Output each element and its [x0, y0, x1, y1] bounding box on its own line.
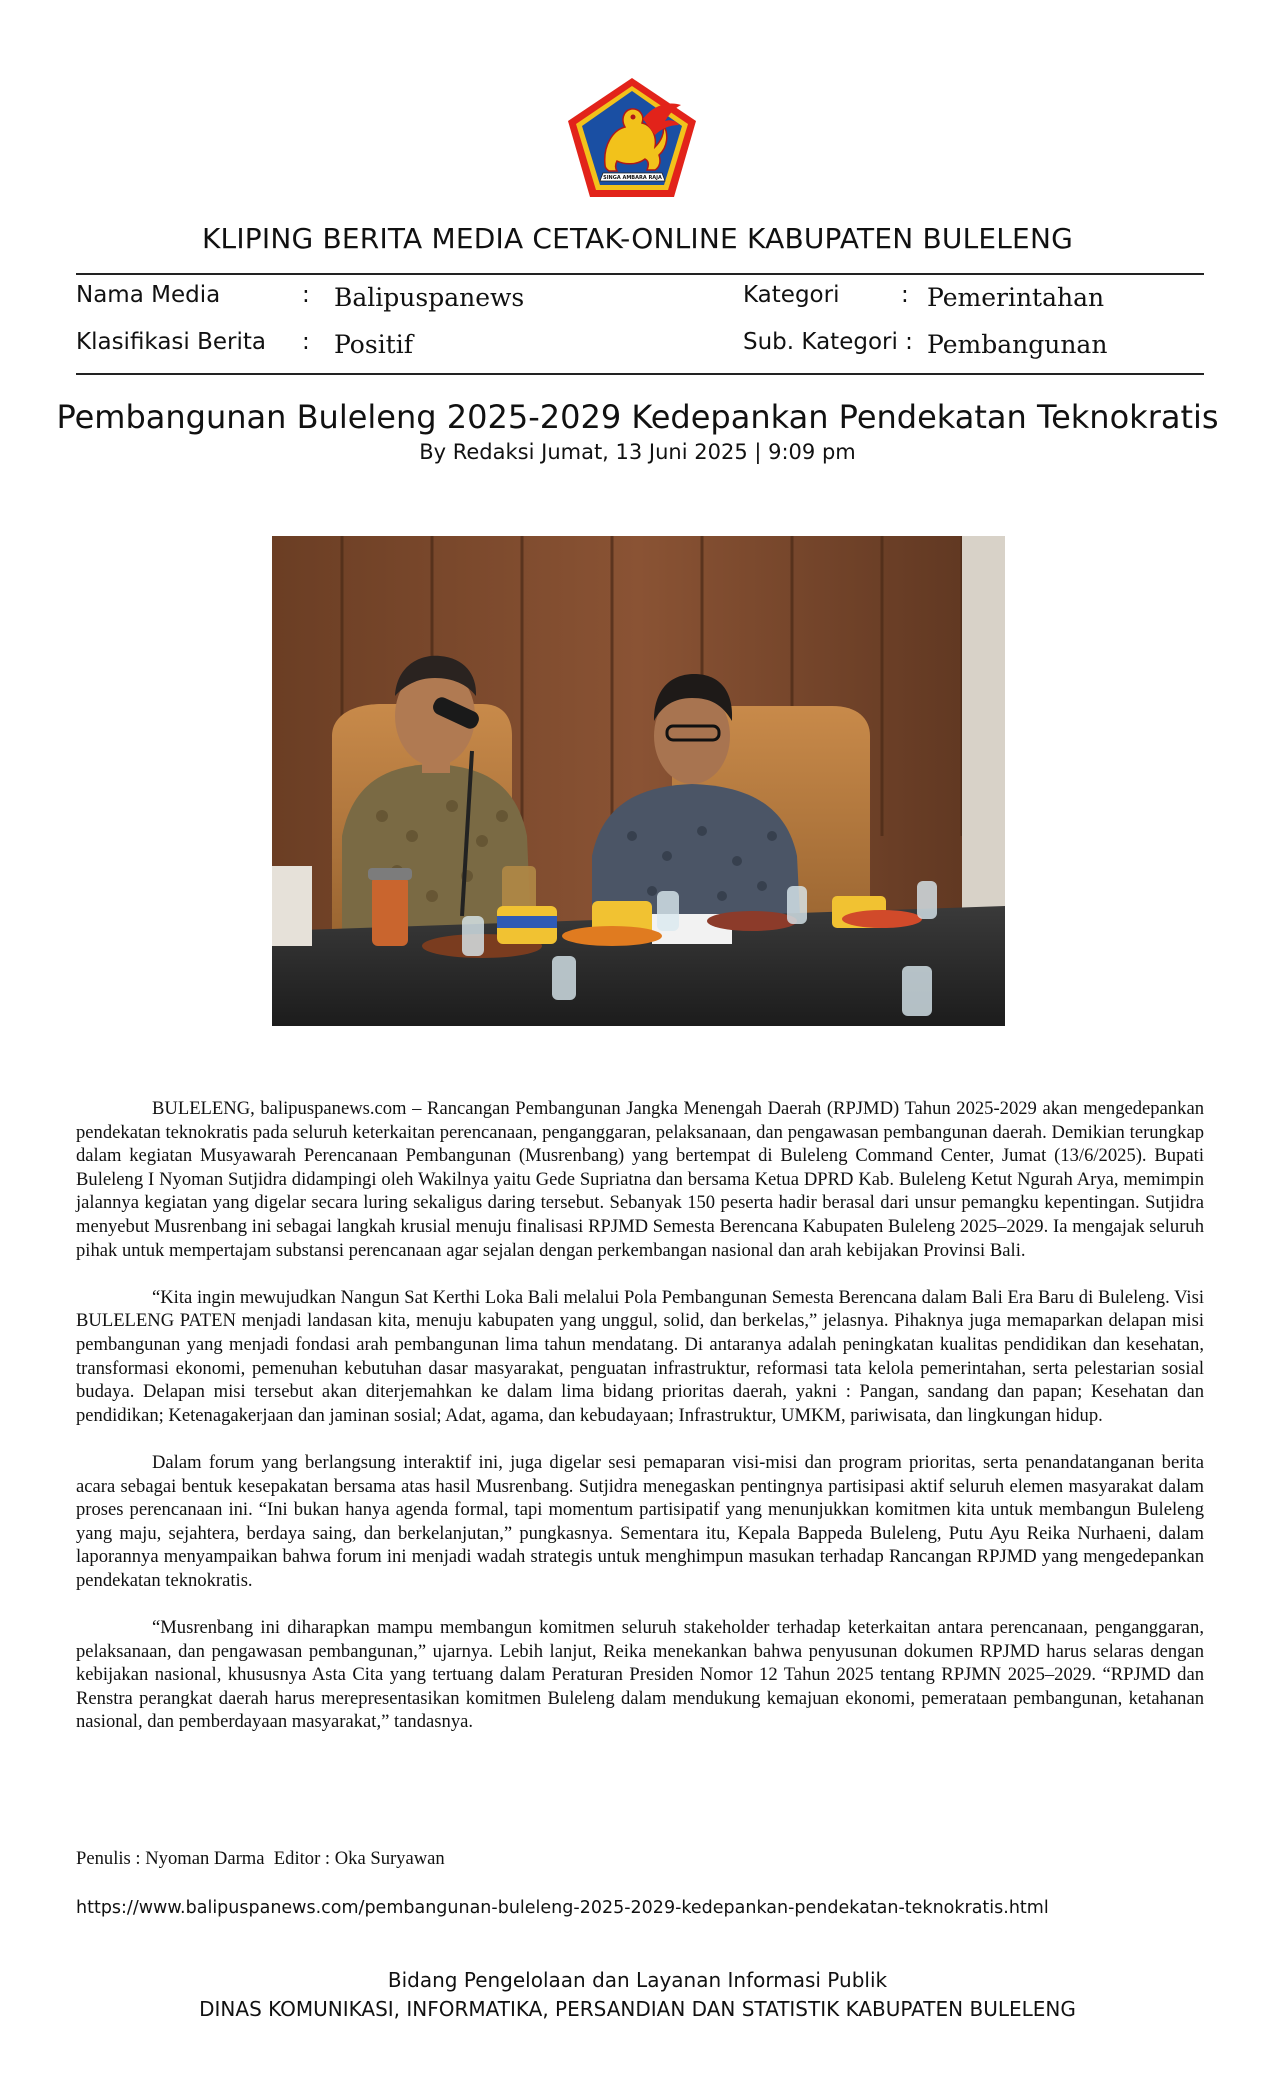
article-paragraph-4: “Musrenbang ini diharapkan mampu membangun komitmen seluruh stakeholder terhadap keterkaitan antara perencanaan, penganggaran, pelaksanaan, dan pengawasan pembangunan,” ujarnya. Lebih lanjut, Reika menekankan bahwa penyusunan dokumen RPJMD harus selaras dengan kebijakan nasional, khususnya Asta Cita yang tertuang dalam Peraturan Presiden Nomor 12 Tahun 2025 tentang RPJMN 2025–2029. “RPJMD dan Renstra perangkat daerah harus merepresentasikan komitmen Buleleng dalam mendukung kemajuan ekonomi, pemerataan pembangunan, ketahanan nasional, dan pemberdayaan masyarakat,” tandasnya.: [76, 1617, 1204, 1733]
regency-emblem-logo: [565, 75, 700, 200]
subcategory-value: Pembangunan: [927, 330, 1108, 359]
classification-value: Positif: [334, 330, 413, 359]
masthead-title: KLIPING BERITA MEDIA CETAK-ONLINE KABUPATEN BULELENG: [201, 222, 1073, 255]
source-url: https://www.balipuspanews.com/pembangunan-buleleng-2025-2029-kedepankan-pendekatan-teknokratis.html: [76, 1898, 1049, 1918]
media-label: Nama Media: [76, 282, 221, 308]
category-colon: :: [901, 282, 909, 308]
article-byline: By Redaksi Jumat, 13 Juni 2025 | 9:09 pm: [419, 440, 856, 464]
article-credit: Penulis : Nyoman Darma Editor : Oka Suryawan: [76, 1848, 445, 1869]
emblem-motto: SINGA AMBARA RAJA: [603, 175, 662, 182]
footer-department: DINAS KOMUNIKASI, INFORMATIKA, PERSANDIAN DAN STATISTIK KABUPATEN BULELENG: [199, 1997, 1076, 2021]
article-paragraph-3: Dalam forum yang berlangsung interaktif ini, juga digelar sesi pemaparan visi-misi dan program prioritas, serta penandatanganan berita acara sebagai bentuk kesepakatan bersama atas hasil Musrenbang. Sutjidra menegaskan pentingnya partisipasi aktif seluruh elemen masyarakat dalam proses perencanaan ini. “Ini bukan hanya agenda formal, tapi momentum partisipatif yang menunjukkan komitmen kita untuk membangun Buleleng yang maju, sejahtera, berdaya saing, dan berkelanjutan,” pungkasnya. Sementara itu, Kepala Bappeda Buleleng, Putu Ayu Reika Nurhaeni, dalam laporannya menyampaikan bahwa forum ini menjadi wadah strategis untuk menghimpun masukan terhadap Rancangan RPJMD yang mengedepankan pendekatan teknokratis.: [76, 1451, 1204, 1591]
article-body: [76, 1097, 1204, 1758]
classification-colon: :: [302, 329, 310, 355]
media-value: Balipuspanews: [334, 283, 525, 312]
header-rule-top: [76, 273, 1204, 275]
article-paragraph-2: “Kita ingin mewujudkan Nangun Sat Kerthi Loka Bali melalui Pola Pembangunan Semesta Berencana dalam Bali Era Baru di Buleleng. Visi BULELENG PATEN menjadi landasan kita, menuju kabupaten yang unggul, solid, dan berkelas,” jelasnya. Pihaknya juga memaparkan delapan misi pembangunan yang menjadi fondasi arah pembangunan lima tahun mendatang. Di antaranya adalah peningkatan kualitas pendidikan dan kesehatan, transformasi ekonomi, pemenuhan kebutuhan dasar masyarakat, penguatan infrastruktur, reformasi tata kelola pemerintahan, serta pelestarian sosial budaya. Delapan misi tersebut akan diterjemahkan ke dalam lima bidang prioritas daerah, yakni : Pangan, sandang dan papan; Kesehatan dan pendidikan; Ketenagakerjaan dan jaminan sosial; Adat, agama, dan kebudayaan; Infrastruktur, UMKM, pariwisata, dan lingkungan hidup.: [76, 1286, 1204, 1426]
classification-label: Klasifikasi Berita: [76, 329, 267, 355]
article-photo: [272, 536, 1005, 1026]
media-colon: :: [302, 282, 310, 308]
category-label: Kategori: [743, 282, 840, 308]
article-headline: Pembangunan Buleleng 2025-2029 Kedepankan Pendekatan Teknokratis: [56, 398, 1219, 436]
article-paragraph-1: BULELENG, balipuspanews.com – Rancangan Pembangunan Jangka Menengah Daerah (RPJMD) Tahun 2025-2029 akan mengedepankan pendekatan teknokratis pada seluruh keterkaitan perencanaan, penganggaran, pelaksanaan, dan pengawasan pembangunan daerah. Demikian terungkap dalam kegiatan Musyawarah Perencanaan Pembangunan (Musrenbang) yang bertempat di Buleleng Command Center, Jumat (13/6/2025). Bupati Buleleng I Nyoman Sutjidra didampingi oleh Wakilnya yaitu Gede Supriatna dan bersama Ketua DPRD Kab. Buleleng Ketut Ngurah Arya, memimpin jalannya kegiatan yang digelar secara luring sekaligus daring tersebut. Sebanyak 150 peserta hadir berasal dari unsur pemangku kepentingan. Sutjidra menyebut Musrenbang ini sebagai langkah krusial menuju finalisasi RPJMD Semesta Berencana Kabupaten Buleleng 2025–2029. Ia mengajak seluruh pihak untuk mempertajam substansi perencanaan agar sejalan dengan perkembangan nasional dan arah kebijakan Provinsi Bali.: [76, 1098, 1204, 1261]
header-rule-bottom: [76, 373, 1204, 375]
footer-division: Bidang Pengelolaan dan Layanan Informasi Publik: [387, 1968, 888, 1992]
category-value: Pemerintahan: [927, 283, 1105, 312]
subcategory-label: Sub. Kategori :: [743, 329, 913, 355]
